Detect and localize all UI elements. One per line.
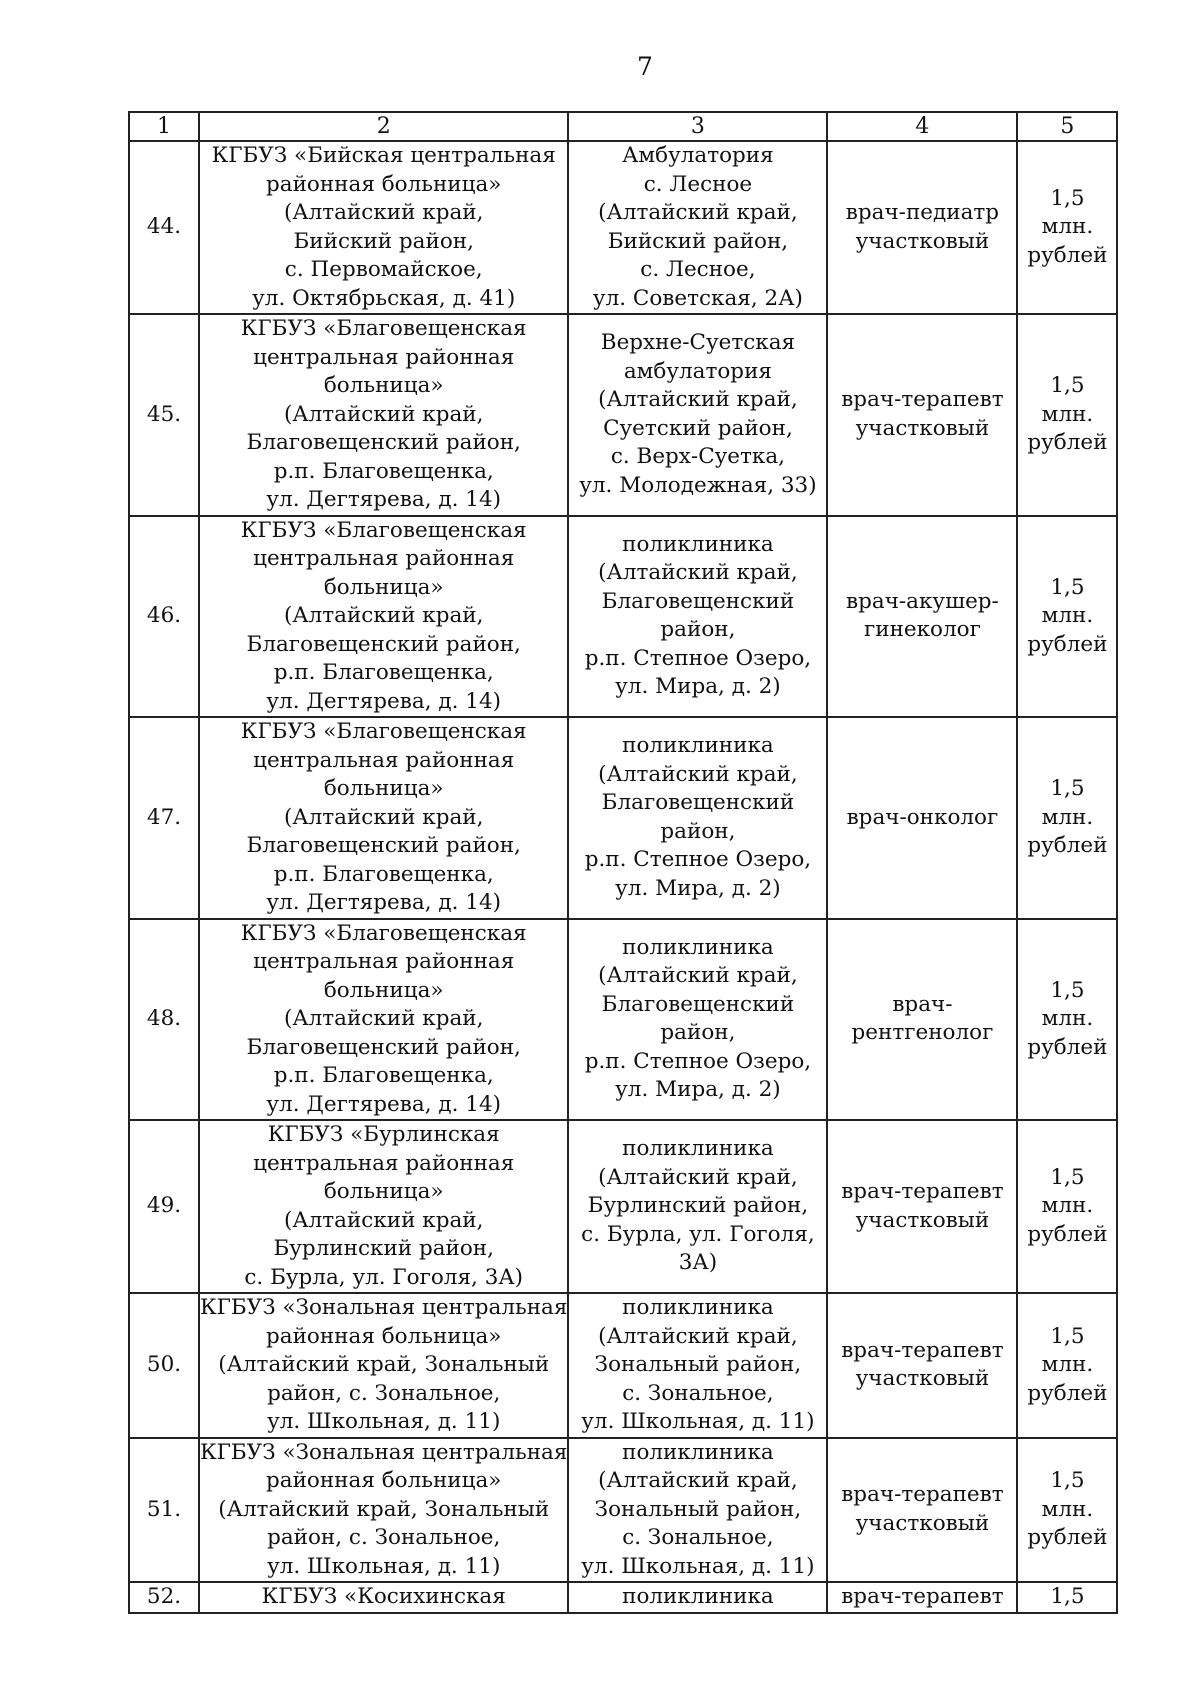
- organization-cell-line: КГБУЗ «Бийская центральная: [211, 143, 556, 168]
- amount-cell-line: млн.: [1041, 1193, 1094, 1219]
- organization-cell-line: ул. Дегтярева, д. 14): [266, 487, 502, 512]
- organization-cell-line: ул. Школьная, д. 11): [267, 1409, 501, 1434]
- column-header: 3: [568, 112, 827, 141]
- facility-cell-line: (Алтайский край,: [598, 1164, 798, 1190]
- facility-cell-line: Благовещенский: [601, 588, 795, 614]
- row-number: 44.: [129, 141, 199, 314]
- page-number: 7: [637, 52, 653, 81]
- position-cell: [827, 141, 1017, 314]
- facility-cell-line: район,: [660, 818, 736, 844]
- amount-cell-line: рублей: [1027, 1221, 1108, 1247]
- table-body: [129, 141, 1117, 1613]
- facility-cell-line: с. Лесное: [643, 171, 753, 197]
- amount-cell: [1017, 919, 1117, 1121]
- row-number: 45.: [129, 314, 199, 516]
- facility-cell-line: амбулатория: [623, 358, 772, 384]
- facility-cell: [568, 717, 827, 919]
- amount-cell-line: рублей: [1027, 1034, 1108, 1060]
- position-cell-line: участковый: [855, 1366, 990, 1392]
- amount-cell: [1017, 1120, 1117, 1293]
- facility-cell-line: поликлиника: [622, 1439, 774, 1465]
- amount-cell-line: млн.: [1041, 804, 1094, 830]
- table-row: [129, 314, 1117, 516]
- organization-cell: [199, 516, 568, 718]
- organization-cell-line: центральная районная: [253, 1150, 515, 1176]
- facility-cell-line: ул. Школьная, д. 11): [581, 1553, 815, 1579]
- position-cell-line: участковый: [855, 228, 990, 254]
- organization-cell-line: центральная районная: [253, 949, 515, 974]
- organization-cell-line: р.п. Благовещенка,: [273, 861, 494, 887]
- organization-cell-line: КГБУЗ «Благовещенская: [240, 517, 527, 543]
- table-row: [129, 141, 1117, 314]
- facility-cell-line: Бийский район,: [607, 228, 789, 254]
- position-cell: [827, 516, 1017, 718]
- amount-cell-line: млн.: [1041, 401, 1094, 427]
- organization-cell-line: ул. Дегтярева, д. 14): [266, 688, 502, 714]
- organization-cell-line: районная больница»: [265, 171, 502, 197]
- organization-cell: [199, 1293, 568, 1438]
- facility-cell-line: Суетский район,: [603, 415, 793, 441]
- organization-cell-line: р.п. Благовещенка,: [273, 458, 494, 484]
- row-number: 51.: [129, 1438, 199, 1583]
- amount-cell-line: 1,5: [1050, 1164, 1085, 1190]
- facility-cell-line: Благовещенский: [601, 991, 795, 1017]
- facility-cell-line: поликлиника: [622, 934, 774, 960]
- organization-cell-line: ул. Школьная, д. 11): [267, 1553, 501, 1579]
- facility-cell: [568, 1120, 827, 1293]
- organization-cell-line: (Алтайский край,: [283, 1006, 484, 1031]
- row-number: 50.: [129, 1293, 199, 1438]
- row-number: 46.: [129, 516, 199, 718]
- organization-cell-line: ул. Дегтярева, д. 14): [266, 890, 502, 915]
- organization-cell-line: Благовещенский район,: [246, 430, 521, 455]
- facility-cell-line: ул. Мира, д. 2): [615, 674, 781, 700]
- facility-cell-line: ул. Советская, 2А): [592, 285, 803, 311]
- organization-cell: [199, 1120, 568, 1293]
- amount-cell-line: рублей: [1027, 631, 1108, 657]
- table-row: [129, 516, 1117, 718]
- organization-cell-line: (Алтайский край,: [283, 603, 484, 628]
- organization-cell: [199, 1438, 568, 1583]
- facility-cell-line: р.п. Степное Озеро,: [584, 847, 812, 873]
- amount-cell-line: млн.: [1041, 603, 1094, 628]
- organization-cell-line: ул. Дегтярева, д. 14): [266, 1091, 502, 1117]
- position-cell-line: рентгенолог: [851, 1020, 994, 1046]
- table-row: [129, 1582, 1117, 1613]
- organization-cell-line: больница»: [323, 373, 444, 398]
- facility-cell: [568, 1582, 827, 1613]
- position-cell-line: участковый: [855, 1510, 990, 1536]
- facility-cell-line: район,: [660, 1020, 736, 1046]
- organization-cell-line: КГБУЗ «Зональная центральная: [200, 1439, 568, 1465]
- organization-cell-line: КГБУЗ «Благовещенская: [240, 719, 527, 744]
- position-cell: [827, 717, 1017, 919]
- organization-cell-line: (Алтайский край,: [283, 200, 484, 225]
- amount-cell-line: 1,5: [1050, 1468, 1085, 1493]
- organization-cell-line: Благовещенский район,: [246, 833, 521, 858]
- position-cell-line: участковый: [855, 415, 990, 441]
- facility-cell-line: (Алтайский край,: [598, 761, 798, 787]
- facility-cell-line: с. Зональное,: [622, 1525, 774, 1550]
- facility-cell-line: поликлиника: [622, 1136, 774, 1162]
- row-number: 47.: [129, 717, 199, 919]
- organization-cell-line: КГБУЗ «Благовещенская: [240, 316, 527, 341]
- position-cell: [827, 1582, 1017, 1613]
- organization-cell-line: КГБУЗ «Благовещенская: [240, 920, 527, 946]
- position-cell-line: врач-терапевт: [841, 387, 1004, 413]
- organization-cell-line: (Алтайский край,: [283, 1207, 484, 1233]
- column-header: 4: [827, 112, 1017, 141]
- organization-cell-line: (Алтайский край,: [283, 401, 484, 427]
- facility-cell-line: Благовещенский: [601, 790, 795, 816]
- organization-cell-line: КГБУЗ «Бурлинская: [267, 1122, 500, 1147]
- organization-cell-line: центральная районная: [253, 546, 515, 571]
- facility-cell-line: Зональный район,: [594, 1352, 802, 1377]
- amount-cell-line: 1,5: [1050, 977, 1085, 1003]
- facility-cell-line: Верхне-Суетская: [600, 330, 796, 356]
- facility-cell-line: Амбулатория: [622, 143, 774, 168]
- amount-cell: [1017, 1438, 1117, 1583]
- organization-cell-line: район, с. Зональное,: [267, 1525, 501, 1550]
- position-cell: [827, 1438, 1017, 1583]
- facility-cell-line: (Алтайский край,: [598, 1323, 798, 1349]
- position-cell-line: врач-педиатр: [845, 200, 1000, 225]
- organization-cell-line: с. Первомайское,: [284, 257, 483, 282]
- facility-cell-line: с. Зональное,: [622, 1380, 774, 1406]
- organization-cell-line: центральная районная: [253, 344, 515, 370]
- organization-cell-line: КГБУЗ «Зональная центральная: [200, 1295, 568, 1320]
- amount-cell-line: рублей: [1027, 1380, 1108, 1406]
- amount-cell-line: 1,5: [1050, 373, 1085, 398]
- organization-cell-line: районная больница»: [265, 1323, 502, 1349]
- position-cell-line: врач-терапевт: [841, 1179, 1004, 1204]
- row-number: 52.: [129, 1582, 199, 1613]
- facility-cell-line: ул. Школьная, д. 11): [581, 1409, 815, 1434]
- facility-cell-line: поликлиника: [622, 1584, 774, 1609]
- organization-cell-line: Благовещенский район,: [246, 631, 521, 657]
- organization-cell: [199, 141, 568, 314]
- organization-cell: [199, 717, 568, 919]
- organization-cell-line: районная больница»: [265, 1468, 502, 1493]
- amount-cell-line: рублей: [1027, 430, 1108, 455]
- facility-cell-line: 3А): [678, 1250, 718, 1276]
- position-cell: [827, 1293, 1017, 1438]
- amount-cell-line: 1,5: [1050, 185, 1085, 211]
- amount-cell: [1017, 1582, 1117, 1613]
- position-cell-line: врач-терапевт: [841, 1584, 1004, 1609]
- organization-cell: [199, 919, 568, 1121]
- organization-cell-line: центральная районная: [253, 747, 515, 773]
- organization-cell-line: Бийский район,: [293, 228, 474, 254]
- organization-cell-line: ул. Октябрьская, д. 41): [252, 285, 516, 311]
- facility-cell-line: (Алтайский край,: [598, 200, 798, 225]
- facility-cell-line: ул. Мира, д. 2): [615, 875, 781, 901]
- organization-cell-line: Бурлинский район,: [273, 1236, 494, 1261]
- column-header: 1: [129, 112, 199, 141]
- facility-cell-line: поликлиника: [622, 531, 774, 557]
- facility-cell-line: (Алтайский край,: [598, 1468, 798, 1493]
- amount-cell-line: рублей: [1027, 833, 1108, 858]
- facility-cell-line: (Алтайский край,: [598, 560, 798, 586]
- facility-cell-line: район,: [660, 617, 736, 643]
- facility-cell-line: с. Верх-Суетка,: [610, 444, 786, 470]
- amount-cell: [1017, 717, 1117, 919]
- organization-cell-line: (Алтайский край, Зональный: [218, 1352, 550, 1377]
- amount-cell-line: рублей: [1027, 1525, 1108, 1550]
- organization-cell-line: больница»: [323, 1179, 444, 1204]
- organization-cell-line: р.п. Благовещенка,: [273, 1063, 494, 1088]
- amount-cell-line: млн.: [1041, 1496, 1094, 1522]
- position-cell: [827, 1120, 1017, 1293]
- row-number: 49.: [129, 1120, 199, 1293]
- organization-cell-line: район, с. Зональное,: [267, 1380, 501, 1406]
- amount-cell-line: млн.: [1041, 1352, 1094, 1377]
- position-cell-line: врач-онколог: [846, 804, 999, 830]
- position-cell-line: врач-терапевт: [841, 1482, 1004, 1508]
- position-cell: [827, 314, 1017, 516]
- facility-cell-line: ул. Мира, д. 2): [615, 1077, 781, 1103]
- table-row: [129, 1293, 1117, 1438]
- facility-cell-line: ул. Молодежная, 33): [579, 472, 817, 498]
- organization-cell: [199, 1582, 568, 1613]
- amount-cell: [1017, 141, 1117, 314]
- position-cell-line: гинеколог: [863, 617, 981, 643]
- organization-cell-line: (Алтайский край,: [283, 804, 484, 830]
- row-number: 48.: [129, 919, 199, 1121]
- facility-cell-line: поликлиника: [622, 1295, 774, 1320]
- facility-cell-line: (Алтайский край,: [598, 963, 798, 989]
- facility-cell-line: р.п. Степное Озеро,: [584, 1048, 812, 1074]
- organization-cell-line: больница»: [323, 776, 444, 801]
- facility-cell-line: с. Лесное,: [640, 257, 756, 282]
- amount-cell-line: рублей: [1027, 242, 1108, 268]
- table-row: [129, 717, 1117, 919]
- facility-cell-line: Бурлинский район,: [587, 1193, 809, 1219]
- facility-cell: [568, 919, 827, 1121]
- organization-cell-line: р.п. Благовещенка,: [273, 660, 494, 685]
- facility-cell-line: р.п. Степное Озеро,: [584, 645, 812, 671]
- amount-cell-line: 1,5: [1050, 776, 1085, 801]
- organization-cell-line: КГБУЗ «Косихинская: [261, 1584, 506, 1609]
- amount-cell-line: млн.: [1041, 1006, 1094, 1031]
- amount-cell: [1017, 314, 1117, 516]
- position-cell-line: врач-: [892, 991, 953, 1017]
- facility-cell: [568, 516, 827, 718]
- facility-cell-line: Зональный район,: [594, 1496, 802, 1522]
- amount-cell-line: 1,5: [1050, 1323, 1085, 1349]
- organization-cell-line: (Алтайский край, Зональный: [218, 1496, 550, 1522]
- amount-cell: [1017, 1293, 1117, 1438]
- facility-cell: [568, 1293, 827, 1438]
- organization-cell-line: с. Бурла, ул. Гоголя, 3А): [244, 1264, 524, 1290]
- amount-cell: [1017, 516, 1117, 718]
- facility-cell-line: (Алтайский край,: [598, 387, 798, 413]
- organization-cell: [199, 314, 568, 516]
- amount-cell-line: 1,5: [1050, 574, 1085, 600]
- column-header: 5: [1017, 112, 1117, 141]
- organization-cell-line: больница»: [323, 574, 444, 600]
- position-cell-line: участковый: [855, 1207, 990, 1233]
- position-cell-line: врач-терапевт: [841, 1337, 1004, 1363]
- doctor-vacancy-table: [128, 111, 1118, 1614]
- table-row: [129, 1120, 1117, 1293]
- position-cell-line: врач-акушер-: [846, 588, 999, 614]
- facility-cell-line: поликлиника: [622, 733, 774, 759]
- column-header: 2: [199, 112, 568, 141]
- table-row: [129, 1438, 1117, 1583]
- header-row: [129, 112, 1117, 141]
- position-cell: [827, 919, 1017, 1121]
- facility-cell-line: с. Бурла, ул. Гоголя,: [581, 1221, 815, 1247]
- facility-cell: [568, 314, 827, 516]
- facility-cell: [568, 141, 827, 314]
- organization-cell-line: больница»: [323, 977, 444, 1003]
- amount-cell-line: 1,5: [1050, 1584, 1085, 1609]
- amount-cell-line: млн.: [1041, 214, 1094, 240]
- organization-cell-line: Благовещенский район,: [246, 1034, 521, 1060]
- facility-cell: [568, 1438, 827, 1583]
- table-row: [129, 919, 1117, 1121]
